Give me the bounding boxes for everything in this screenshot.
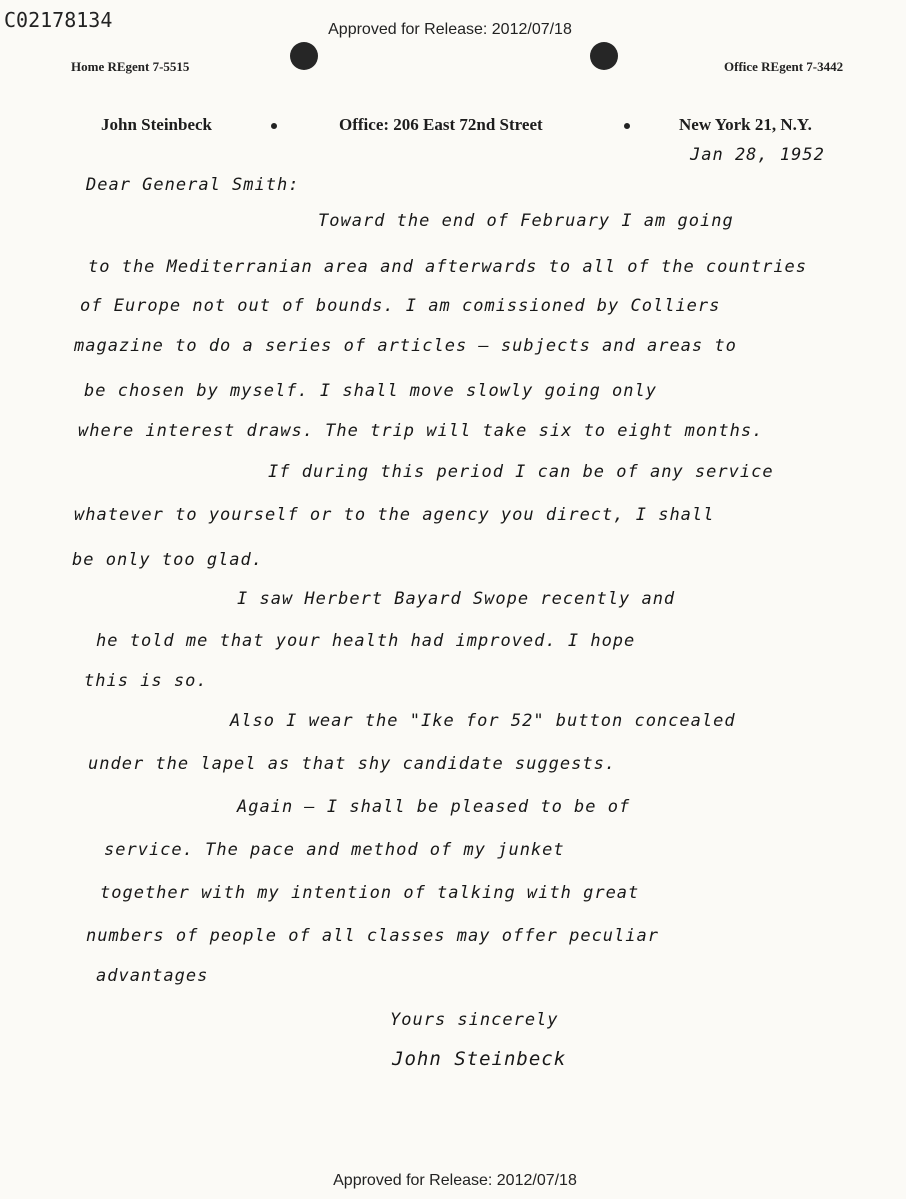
- body-line: advantages: [96, 966, 209, 986]
- body-line: Again — I shall be pleased to be of: [237, 797, 631, 817]
- body-line: If during this period I can be of any service: [268, 462, 774, 482]
- home-phone: Home REgent 7-5515: [71, 59, 190, 74]
- body-line: I saw Herbert Bayard Swope recently and: [237, 589, 676, 609]
- body-line: this is so.: [84, 671, 208, 691]
- letterhead-address: Office: 206 East 72nd Street: [339, 115, 543, 134]
- body-line: under the lapel as that shy candidate suggests.: [88, 754, 617, 774]
- body-line: numbers of people of all classes may offer peculiar: [86, 926, 659, 946]
- release-stamp-bottom: Approved for Release: 2012/07/18: [333, 1172, 577, 1189]
- letter-date: Jan 28, 1952: [690, 145, 825, 165]
- body-line: to the Mediterranian area and afterwards to all of the countries: [88, 257, 808, 277]
- closing: Yours sincerely: [390, 1010, 559, 1030]
- punch-hole-left: [290, 42, 318, 70]
- body-line: he told me that your health had improved. I hope: [96, 631, 636, 651]
- body-line: Also I wear the "Ike for 52" button concealed: [230, 711, 736, 731]
- body-line: Toward the end of February I am going: [318, 211, 734, 231]
- body-line: be only too glad.: [72, 550, 263, 570]
- salutation: Dear General Smith:: [86, 175, 300, 195]
- body-line: of Europe not out of bounds. I am comissioned by Colliers: [80, 296, 721, 316]
- letterhead-name: John Steinbeck: [101, 115, 212, 134]
- body-line: whatever to yourself or to the agency you direct, I shall: [74, 505, 715, 525]
- release-stamp-top: Approved for Release: 2012/07/18: [328, 21, 572, 38]
- letterhead-city: New York 21, N.Y.: [679, 115, 812, 134]
- document-id: C02178134: [4, 8, 113, 32]
- body-line: magazine to do a series of articles — subjects and areas to: [74, 336, 737, 356]
- letterhead-separator: [624, 123, 630, 129]
- body-line: together with my intention of talking with great: [100, 883, 640, 903]
- body-line: be chosen by myself. I shall move slowly going only: [84, 381, 657, 401]
- punch-hole-right: [590, 42, 618, 70]
- body-line: where interest draws. The trip will take six to eight months.: [78, 421, 764, 441]
- letterhead-separator: [271, 123, 277, 129]
- body-line: service. The pace and method of my junket: [104, 840, 565, 860]
- office-phone: Office REgent 7-3442: [724, 59, 844, 74]
- signature: John Steinbeck: [392, 1048, 567, 1070]
